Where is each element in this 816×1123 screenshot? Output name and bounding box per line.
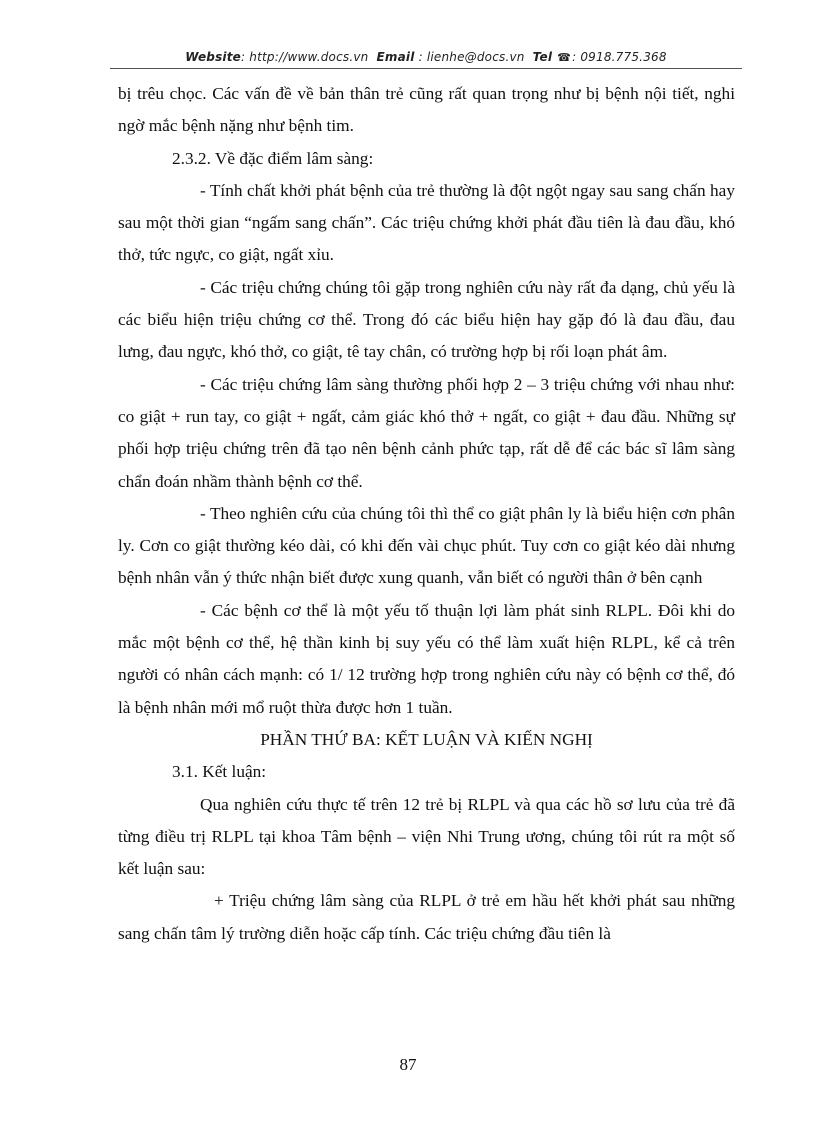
conclusion-item-paragraph: + Triệu chứng lâm sàng của RLPL ở trẻ em hầu hết khởi phát sau những sang chấn tâm lý trường diễn hoặc cấp tính. Các triệu chứng đầu tiên là — [118, 891, 735, 943]
phone-icon: ☎ — [557, 51, 572, 64]
page-number: 87 — [399, 1055, 417, 1074]
bullet-paragraph: - Tính chất khởi phát bệnh của trẻ thường là đột ngột ngay sau sang chấn hay sau một thời gian “ngấm sang chấn”. Các triệu chứng khởi phát đầu tiên là đau đầu, khó thở, tức ngực, co giật, ngất xỉu. — [118, 180, 735, 265]
email-value: : lienhe@docs.vn — [418, 50, 525, 64]
bullet-paragraph: - Các bệnh cơ thể là một yếu tố thuận lợi làm phát sinh RLPL. Đôi khi do mắc một bệnh cơ thể, hệ thần kinh bị suy yếu có thể làm xuất hiện RLPL, kể cả trên người có nhân cách mạnh: có 1/ 12 trường hợp trong nghiên cứu này có bệnh cơ thể, đó là bệnh nhân mới mổ ruột thừa được hơn 1 tuần. — [118, 600, 735, 717]
section-heading-3-1: 3.1. Kết luận: — [172, 762, 267, 782]
website-value: : http://www.docs.vn — [241, 50, 369, 64]
part-three-heading: PHẦN THỨ BA: KẾT LUẬN VÀ KIẾN NGHỊ — [260, 729, 593, 749]
website-label: Website — [185, 50, 242, 64]
tel-value: : 0918.775.368 — [572, 50, 667, 64]
conclusion-intro-paragraph: Qua nghiên cứu thực tế trên 12 trẻ bị RLPL và qua các hồ sơ lưu của trẻ đã từng điều trị RLPL tại khoa Tâm bệnh – viện Nhi Trung ương, chúng tôi rút ra một số kết luận sau: — [118, 794, 735, 879]
header-divider — [110, 68, 742, 69]
tel-label: Tel — [532, 50, 553, 64]
page-header — [110, 50, 742, 64]
bullet-paragraph: - Các triệu chứng lâm sàng thường phối hợp 2 – 3 triệu chứng với nhau như: co giật + run tay, co giật + ngất, cảm giác khó thở + ngất, co giật + đau đầu. Những sự phối hợp triệu chứng trên đã tạo nên bệnh cảnh phức tạp, rất dễ để các bác sĩ lâm sàng chẩn đoán nhầm thành bệnh cơ thể. — [118, 374, 735, 491]
paragraph-continuation: bị trêu chọc. Các vấn đề về bản thân trẻ cũng rất quan trọng như bị bệnh nội tiết, nghi ngờ mắc bệnh nặng như bệnh tim. — [118, 84, 735, 136]
bullet-paragraph: - Các triệu chứng chúng tôi gặp trong nghiên cứu này rất đa dạng, chủ yếu là các biểu hiện triệu chứng cơ thể. Trong đó các biểu hiện hay gặp đó là đau đầu, đau lưng, đau ngực, khó thở, co giật, tê tay chân, có trường hợp bị rối loạn phát âm. — [118, 277, 735, 362]
email-label: Email — [376, 50, 415, 64]
document-body — [118, 78, 735, 950]
section-heading-2-3-2: 2.3.2. Về đặc điểm lâm sàng: — [172, 148, 374, 168]
bullet-paragraph: - Theo nghiên cứu của chúng tôi thì thể co giật phân ly là biểu hiện cơn phân ly. Cơn co giật thường kéo dài, có khi đến vài chục phút. Tuy cơn co giật kéo dài nhưng bệnh nhân vẫn ý thức nhận biết được xung quanh, vẫn biết có người thân ở bên cạnh — [118, 503, 735, 588]
